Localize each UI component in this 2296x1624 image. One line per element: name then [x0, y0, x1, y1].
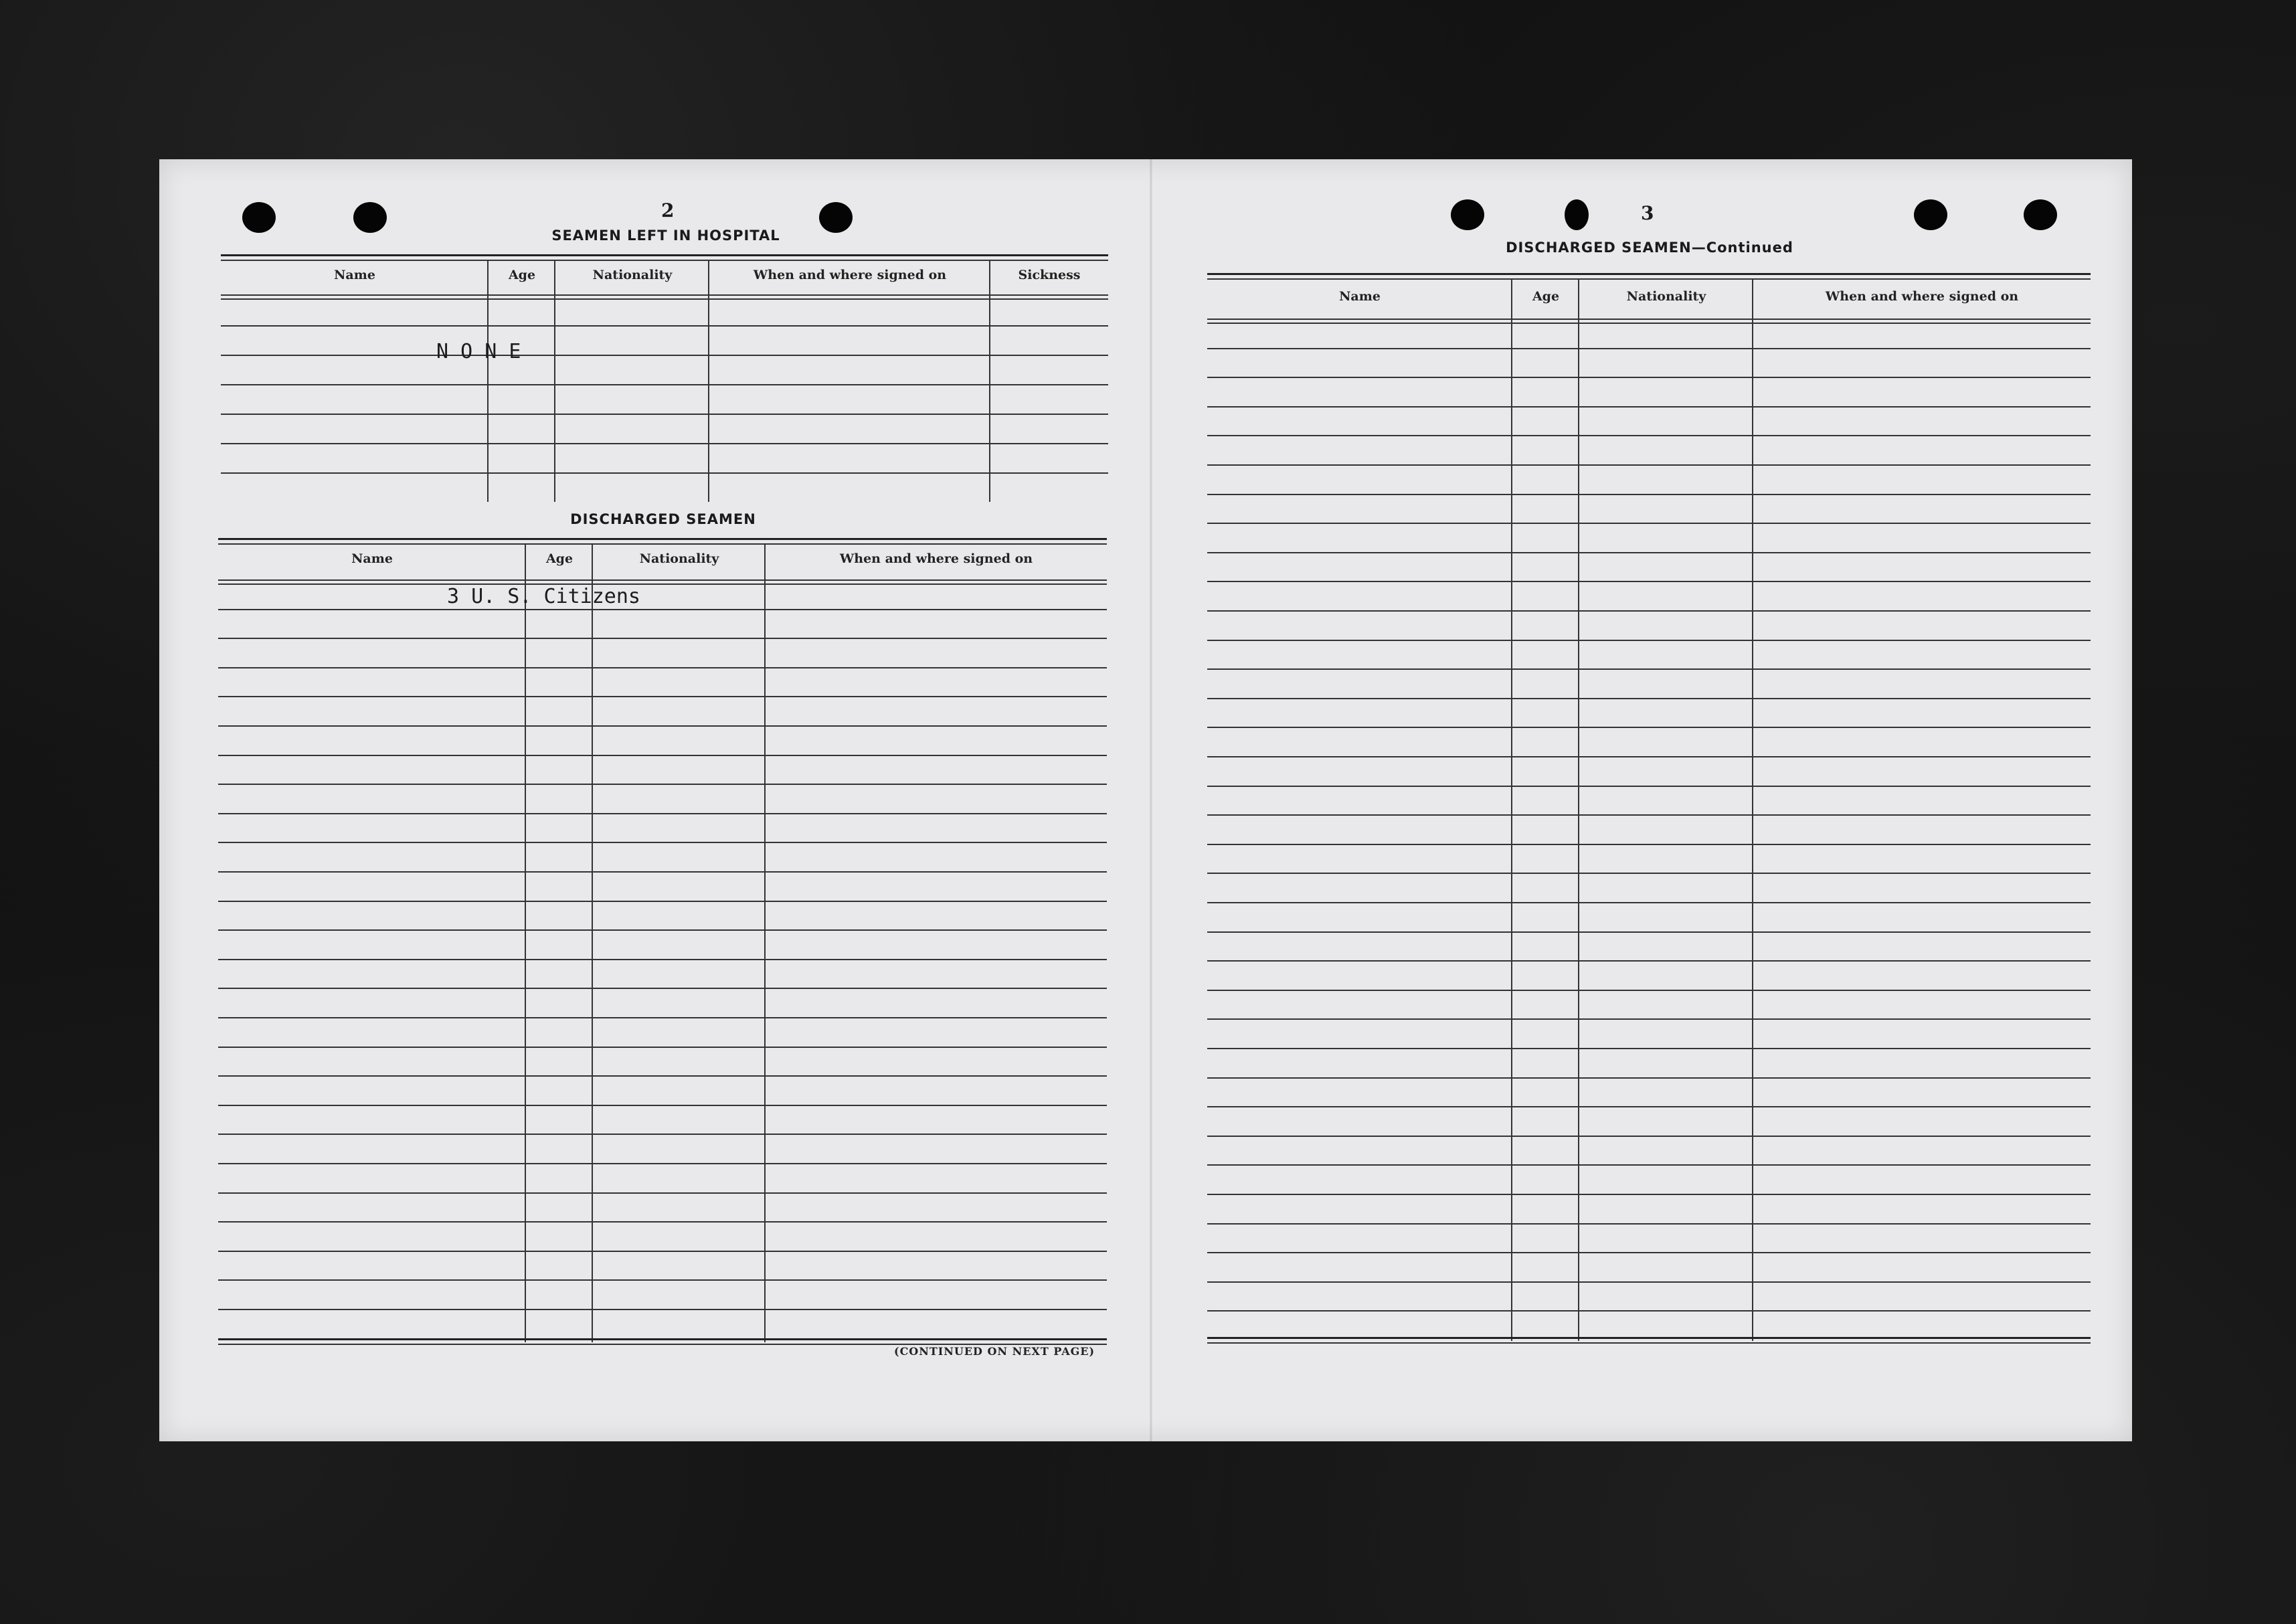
ruled-line: [1207, 844, 2091, 845]
ruled-line: [1207, 494, 2091, 495]
ruled-line: [218, 1047, 1107, 1048]
punch-hole: [1914, 199, 1947, 230]
punch-hole: [1565, 199, 1589, 230]
hospital-col-when-where: When and where signed on: [753, 268, 947, 282]
ruled-line: [218, 929, 1107, 931]
ruled-line: [1207, 610, 2091, 612]
ruled-line: [1207, 319, 2091, 320]
hospital-entry-none: N O N E: [436, 340, 521, 363]
hospital-section-title: SEAMEN LEFT IN HOSPITAL: [551, 228, 780, 244]
ruled-line: [1207, 668, 2091, 670]
discharged-section-title: DISCHARGED SEAMEN: [570, 511, 756, 527]
ruled-line: [1207, 1310, 2091, 1312]
discharged-col-when-where: When and where signed on: [839, 551, 1033, 566]
ruled-line: [1207, 377, 2091, 378]
ruled-line: [1207, 323, 2091, 324]
hospital-table: [221, 254, 1108, 502]
hospital-col-nationality: Nationality: [592, 268, 673, 282]
ruled-line: [218, 1309, 1107, 1310]
center-fold: [1150, 159, 1152, 1441]
ruled-line: [218, 1221, 1107, 1223]
discharged-table: [218, 538, 1107, 1348]
discharged-col-name: Name: [351, 551, 393, 566]
ruled-line: [218, 901, 1107, 902]
ruled-line: [1207, 1281, 2091, 1283]
ruled-line: [1207, 756, 2091, 757]
ruled-line: [1207, 552, 2091, 553]
ruled-line: [1207, 1252, 2091, 1253]
right-page-number: 3: [1641, 202, 1654, 224]
ruled-line: [218, 1251, 1107, 1252]
ruled-line: [1207, 406, 2091, 408]
ruled-line: [218, 725, 1107, 727]
ruled-line: [218, 696, 1107, 697]
continued-col-age: Age: [1532, 289, 1560, 304]
ruled-line: [218, 755, 1107, 756]
ruled-line: [218, 667, 1107, 668]
ruled-line: [1207, 931, 2091, 933]
continued-col-name: Name: [1339, 289, 1381, 304]
ruled-line: [1207, 1048, 2091, 1049]
ruled-line: [218, 579, 1107, 581]
ruled-line: [218, 583, 1107, 585]
ruled-line: [1207, 960, 2091, 962]
ruled-line: [218, 959, 1107, 960]
ruled-line: [1207, 464, 2091, 466]
ruled-line: [1207, 786, 2091, 787]
discharged-col-age: Age: [545, 551, 573, 566]
ruled-line: [1207, 1077, 2091, 1079]
left-page-number: 2: [661, 199, 675, 221]
ruled-line: [1207, 698, 2091, 699]
ruled-line: [218, 842, 1107, 843]
ruled-line: [218, 609, 1107, 610]
punch-hole: [1451, 199, 1484, 230]
ruled-line: [1207, 990, 2091, 991]
ruled-line: [218, 1075, 1107, 1077]
hospital-col-sickness: Sickness: [1018, 268, 1081, 282]
ruled-line: [1207, 348, 2091, 349]
ruled-line: [1207, 902, 2091, 903]
ruled-line: [1207, 581, 2091, 582]
discharged-continued-table: [1207, 273, 2091, 1344]
continued-col-when-where: When and where signed on: [1825, 289, 2019, 304]
ruled-line: [1207, 1223, 2091, 1225]
ruled-line: [218, 638, 1107, 639]
ruled-line: [1207, 814, 2091, 816]
discharged-entry: 3 U. S. Citizens: [447, 585, 640, 608]
ruled-line: [1207, 727, 2091, 728]
continued-col-nationality: Nationality: [1626, 289, 1706, 304]
punch-hole: [2024, 199, 2057, 230]
ruled-line: [218, 1192, 1107, 1194]
ruled-line: [218, 1279, 1107, 1281]
continued-note: (CONTINUED ON NEXT PAGE): [894, 1345, 1095, 1358]
ruled-line: [1207, 873, 2091, 874]
ruled-line: [218, 1163, 1107, 1164]
ruled-line: [218, 813, 1107, 814]
ruled-line: [218, 784, 1107, 785]
hospital-col-age: Age: [508, 268, 536, 282]
ruled-line: [218, 988, 1107, 989]
ruled-line: [1207, 1106, 2091, 1107]
ruled-line: [1207, 1194, 2091, 1195]
hospital-col-name: Name: [334, 268, 375, 282]
ruled-line: [1207, 640, 2091, 641]
ruled-line: [218, 1017, 1107, 1018]
ruled-line: [1207, 1136, 2091, 1137]
ruled-line: [1207, 1164, 2091, 1166]
ruled-line: [218, 1105, 1107, 1106]
discharged-continued-title: DISCHARGED SEAMEN—Continued: [1506, 240, 1793, 256]
ruled-line: [1207, 1018, 2091, 1020]
ruled-line: [1207, 523, 2091, 524]
ruled-line: [1207, 435, 2091, 436]
discharged-col-nationality: Nationality: [639, 551, 719, 566]
ruled-line: [218, 871, 1107, 873]
ruled-line: [218, 1134, 1107, 1135]
